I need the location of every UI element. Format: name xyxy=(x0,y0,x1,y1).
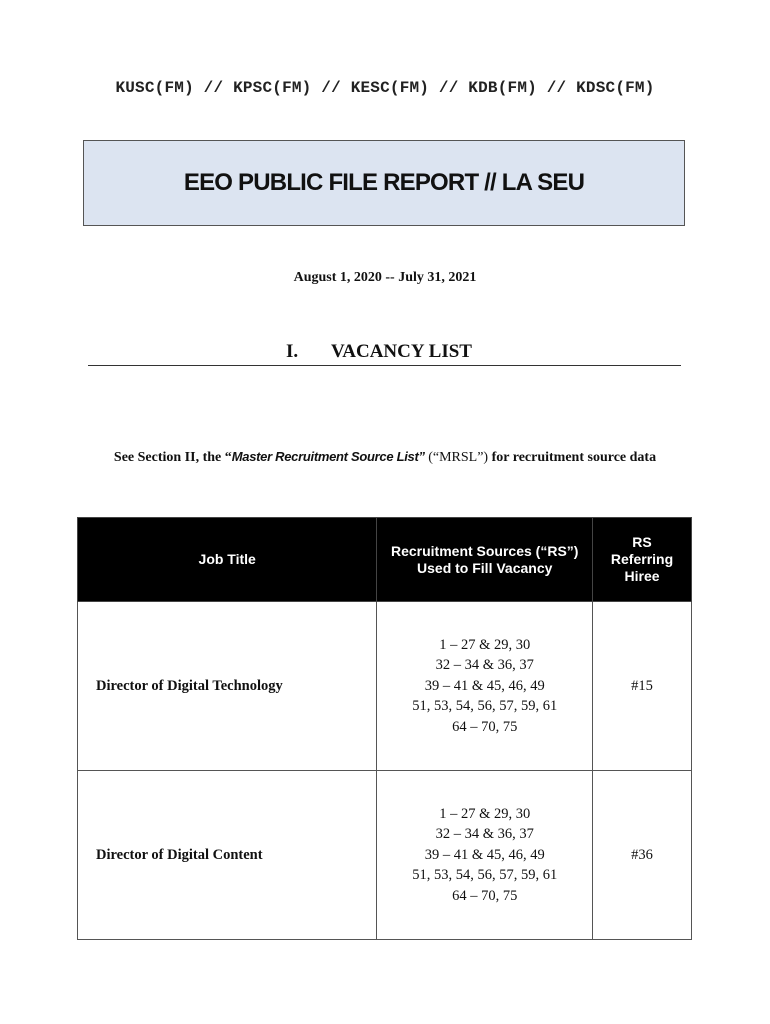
sources-cell xyxy=(377,602,593,771)
header-sources-line2: Used to Fill Vacancy xyxy=(417,559,553,576)
header-sources xyxy=(377,518,593,602)
note-after: for recruitment source data xyxy=(488,450,657,465)
section-heading xyxy=(88,341,681,366)
header-hiree xyxy=(593,518,692,602)
hiree-cell: #36 xyxy=(593,771,692,940)
vacancy-table xyxy=(77,517,692,940)
job-title-cell: Director of Digital Technology xyxy=(78,602,377,771)
note-italic: Master Recruitment Source List” xyxy=(231,449,425,464)
source-line: 32 – 34 & 36, 37 xyxy=(435,657,534,674)
section-name: VACANCY LIST xyxy=(331,341,472,362)
note-plain: (“MRSL”) xyxy=(424,450,489,465)
table-row xyxy=(78,602,692,771)
header-job-title-label: Job Title xyxy=(198,551,256,567)
source-line: 51, 53, 54, 56, 57, 59, 61 xyxy=(412,698,558,715)
source-line: 64 – 70, 75 xyxy=(452,887,518,904)
recruitment-note xyxy=(0,449,770,466)
note-before: See Section II, the “ xyxy=(113,450,232,465)
header-hiree-line3: Hiree xyxy=(624,568,660,584)
source-line: 1 – 27 & 29, 30 xyxy=(439,636,531,653)
report-period: August 1, 2020 -- July 31, 2021 xyxy=(293,270,477,285)
source-line: 1 – 27 & 29, 30 xyxy=(439,805,531,822)
sources-cell xyxy=(377,771,593,940)
header-hiree-line1: RS xyxy=(632,534,652,550)
job-title-cell: Director of Digital Content xyxy=(78,771,377,940)
header-hiree-line2: Referring xyxy=(610,551,674,567)
header-job-title xyxy=(78,518,377,602)
source-line: 64 – 70, 75 xyxy=(452,718,518,735)
report-title: EEO PUBLIC FILE REPORT // LA SEU xyxy=(183,169,585,196)
header-sources-line1: Recruitment Sources (“RS”) xyxy=(390,542,579,559)
table-header-row xyxy=(78,518,692,602)
source-line: 51, 53, 54, 56, 57, 59, 61 xyxy=(412,867,558,884)
source-line: 32 – 34 & 36, 37 xyxy=(435,826,534,843)
station-list: KUSC(FM) // KPSC(FM) // KESC(FM) // KDB(FM) // KDSC(FM) xyxy=(115,79,655,97)
source-line: 39 – 41 & 45, 46, 49 xyxy=(424,677,545,694)
table-row xyxy=(78,771,692,940)
hiree-cell: #15 xyxy=(593,602,692,771)
section-number: I. xyxy=(286,341,299,362)
report-title-box xyxy=(83,140,685,226)
source-line: 39 – 41 & 45, 46, 49 xyxy=(424,846,545,863)
